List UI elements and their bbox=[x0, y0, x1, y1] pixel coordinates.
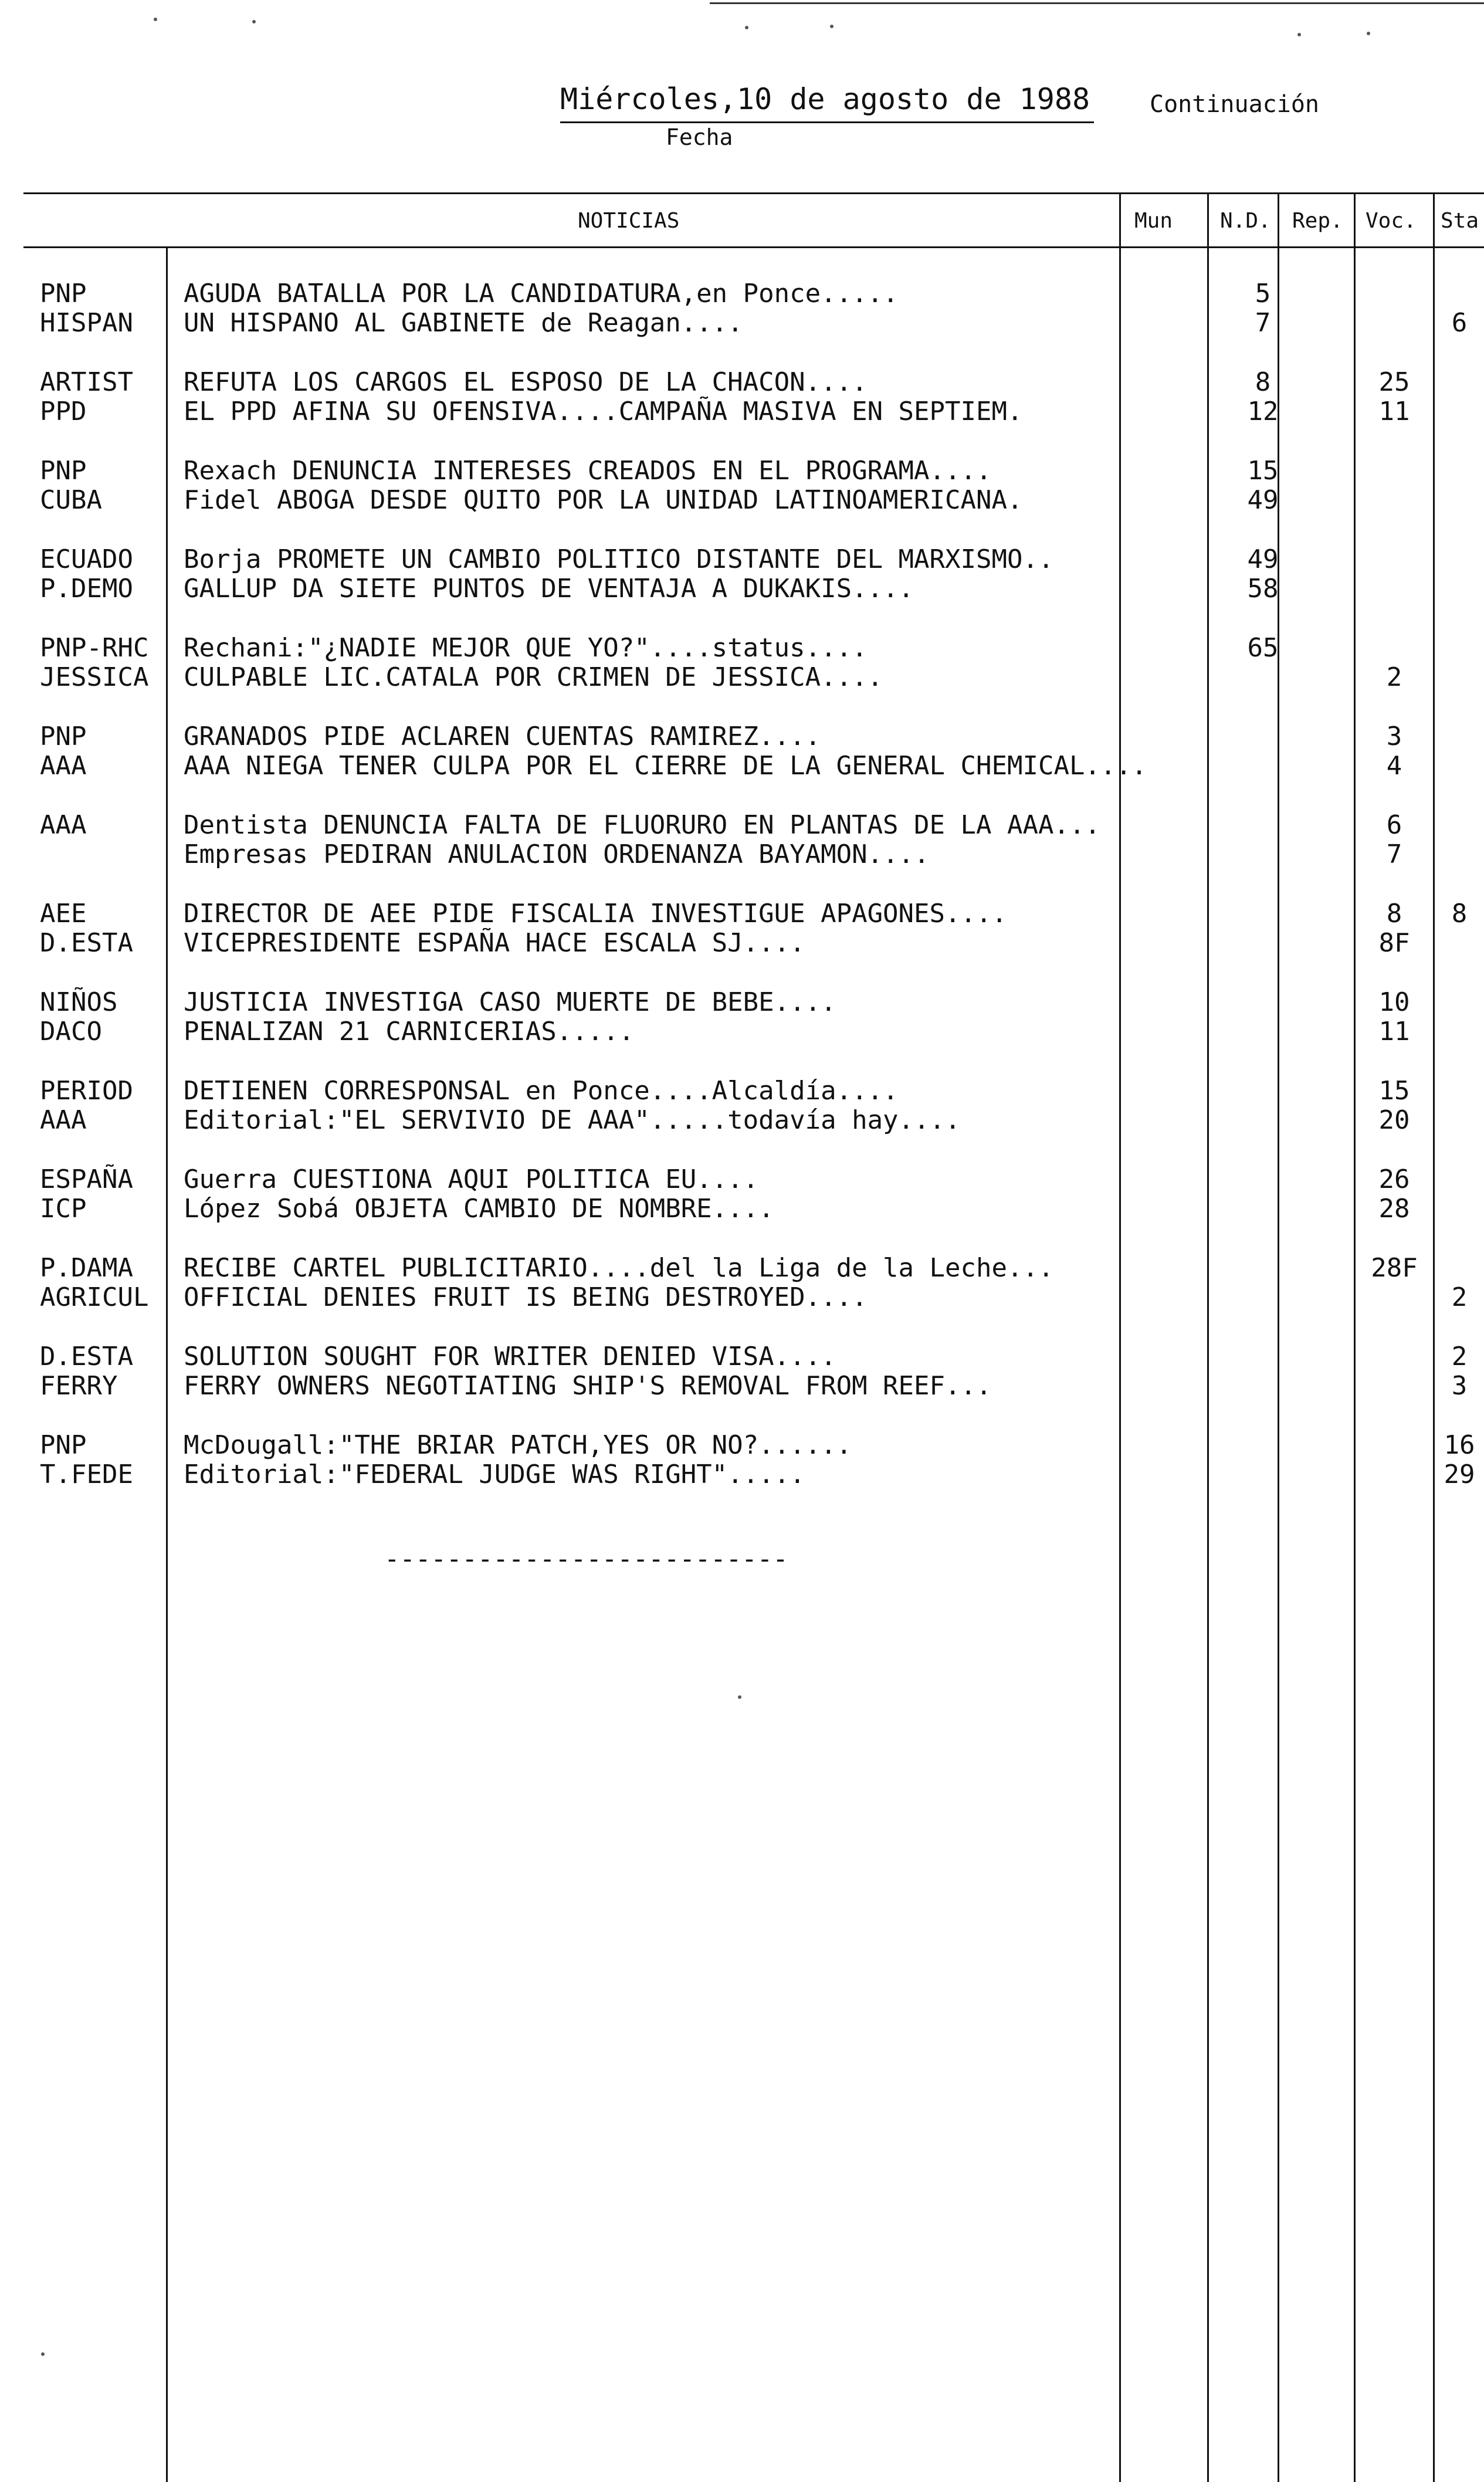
row-code: AAA bbox=[40, 1105, 87, 1135]
row-code: NIÑOS bbox=[40, 987, 118, 1017]
table-row bbox=[0, 1460, 1484, 1490]
table-row bbox=[0, 1430, 1484, 1461]
row-headline: EL PPD AFINA SU OFENSIVA....CAMPAÑA MASIVA EN SEPTIEM. bbox=[184, 397, 1023, 426]
table-row bbox=[0, 544, 1484, 575]
table-row bbox=[0, 633, 1484, 663]
row-voc: 4 bbox=[1386, 751, 1402, 781]
scan-speck bbox=[745, 26, 748, 29]
row-headline: Guerra CUESTIONA AQUI POLITICA EU.... bbox=[184, 1164, 759, 1194]
row-sta: 29 bbox=[1444, 1460, 1475, 1489]
table-row bbox=[0, 456, 1484, 486]
row-headline: Editorial:"FEDERAL JUDGE WAS RIGHT"..... bbox=[184, 1460, 805, 1489]
table-row bbox=[0, 1342, 1484, 1372]
row-code: PNP bbox=[40, 279, 87, 309]
row-headline: UN HISPANO AL GABINETE de Reagan.... bbox=[184, 308, 743, 338]
table-row bbox=[0, 367, 1484, 398]
row-voc: 28F bbox=[1371, 1253, 1418, 1283]
column-header-sta: Sta bbox=[1441, 209, 1479, 233]
date-label: Fecha bbox=[666, 124, 733, 150]
scan-speck bbox=[252, 20, 256, 23]
table-row bbox=[0, 1076, 1484, 1106]
table-row bbox=[0, 928, 1484, 959]
row-code: AGRICUL bbox=[40, 1282, 149, 1312]
row-code: PNP bbox=[40, 1430, 87, 1460]
column-header-nd: N.D. bbox=[1220, 209, 1271, 233]
table-row bbox=[0, 308, 1484, 338]
row-code: PNP bbox=[40, 722, 87, 751]
scan-speck bbox=[1367, 32, 1370, 35]
table-row bbox=[0, 1282, 1484, 1313]
row-code: PNP bbox=[40, 456, 87, 486]
row-headline: OFFICIAL DENIES FRUIT IS BEING DESTROYED.... bbox=[184, 1282, 868, 1312]
column-header-mun: Mun bbox=[1134, 209, 1173, 233]
row-voc: 7 bbox=[1386, 839, 1402, 869]
row-voc: 8F bbox=[1378, 928, 1410, 958]
table-row bbox=[0, 1164, 1484, 1195]
row-code: AAA bbox=[40, 751, 87, 781]
row-voc: 20 bbox=[1378, 1105, 1410, 1135]
row-nd: 7 bbox=[1255, 308, 1271, 338]
row-headline: SOLUTION SOUGHT FOR WRITER DENIED VISA.... bbox=[184, 1342, 836, 1372]
row-nd: 15 bbox=[1247, 456, 1279, 486]
column-divider-nd bbox=[1207, 192, 1209, 2482]
table-row bbox=[0, 279, 1484, 309]
column-header-voc: Voc. bbox=[1366, 209, 1417, 233]
row-headline: Empresas PEDIRAN ANULACION ORDENANZA BAYAMON.... bbox=[184, 839, 930, 869]
row-sta: 2 bbox=[1451, 1342, 1468, 1372]
row-headline: GALLUP DA SIETE PUNTOS DE VENTAJA A DUKAKIS.... bbox=[184, 574, 914, 604]
row-voc: 3 bbox=[1386, 722, 1402, 751]
row-headline: DIRECTOR DE AEE PIDE FISCALIA INVESTIGUE APAGONES.... bbox=[184, 899, 1007, 929]
row-code: ECUADO bbox=[40, 544, 133, 574]
table-row bbox=[0, 899, 1484, 929]
table-header-rule bbox=[23, 246, 1484, 248]
scan-speck bbox=[1297, 33, 1301, 36]
table-row bbox=[0, 1105, 1484, 1136]
page-top-edge bbox=[710, 2, 1484, 4]
row-nd: 12 bbox=[1247, 397, 1279, 426]
row-voc: 26 bbox=[1378, 1164, 1410, 1194]
column-header-news: NOTICIAS bbox=[578, 209, 680, 233]
row-headline: Rechani:"¿NADIE MEJOR QUE YO?"....status.... bbox=[184, 633, 868, 663]
row-headline: Fidel ABOGA DESDE QUITO POR LA UNIDAD LATINOAMERICANA. bbox=[184, 485, 1023, 515]
row-headline: AGUDA BATALLA POR LA CANDIDATURA,en Ponce..... bbox=[184, 279, 899, 309]
date-underline bbox=[560, 121, 1094, 123]
row-code: PERIOD bbox=[40, 1076, 133, 1106]
row-code: FERRY bbox=[40, 1371, 118, 1401]
row-headline: JUSTICIA INVESTIGA CASO MUERTE DE BEBE.... bbox=[184, 987, 836, 1017]
row-code: D.ESTA bbox=[40, 928, 133, 958]
row-voc: 28 bbox=[1378, 1194, 1410, 1224]
table-row bbox=[0, 839, 1484, 870]
table-row bbox=[0, 1017, 1484, 1047]
table-top-rule bbox=[23, 192, 1484, 194]
row-code: AAA bbox=[40, 810, 87, 840]
row-sta: 8 bbox=[1451, 899, 1468, 929]
row-code: T.FEDE bbox=[40, 1460, 133, 1489]
row-nd: 49 bbox=[1247, 544, 1279, 574]
column-divider-rep bbox=[1278, 192, 1279, 2482]
row-code: CUBA bbox=[40, 485, 102, 515]
row-sta: 3 bbox=[1451, 1371, 1468, 1401]
row-code: ESPAÑA bbox=[40, 1164, 133, 1194]
row-code: JESSICA bbox=[40, 662, 149, 692]
row-voc: 8 bbox=[1386, 899, 1402, 929]
row-code: P.DAMA bbox=[40, 1253, 133, 1283]
column-header-rep: Rep. bbox=[1292, 209, 1343, 233]
row-code: HISPAN bbox=[40, 308, 133, 338]
continuation-label: Continuación bbox=[1150, 91, 1319, 118]
row-headline: CULPABLE LIC.CATALA POR CRIMEN DE JESSICA.... bbox=[184, 662, 883, 692]
row-code: PPD bbox=[40, 397, 87, 426]
row-voc: 11 bbox=[1378, 1017, 1410, 1047]
table-row bbox=[0, 722, 1484, 752]
row-sta: 16 bbox=[1444, 1430, 1475, 1460]
row-code: D.ESTA bbox=[40, 1342, 133, 1372]
row-code: AEE bbox=[40, 899, 87, 929]
row-headline: Editorial:"EL SERVIVIO DE AAA".....todavía hay.... bbox=[184, 1105, 961, 1135]
table-row bbox=[0, 1194, 1484, 1224]
row-code: PNP-RHC bbox=[40, 633, 149, 663]
row-voc: 6 bbox=[1386, 810, 1402, 840]
row-headline: REFUTA LOS CARGOS EL ESPOSO DE LA CHACON.... bbox=[184, 367, 868, 397]
scan-speck bbox=[154, 18, 157, 21]
row-headline: PENALIZAN 21 CARNICERIAS..... bbox=[184, 1017, 635, 1047]
scan-speck bbox=[830, 25, 834, 28]
row-voc: 10 bbox=[1378, 987, 1410, 1017]
row-code: ARTIST bbox=[40, 367, 133, 397]
row-headline: Dentista DENUNCIA FALTA DE FLUORURO EN PLANTAS DE LA AAA... bbox=[184, 810, 1100, 840]
table-row bbox=[0, 1253, 1484, 1284]
row-headline: Borja PROMETE UN CAMBIO POLITICO DISTANTE DEL MARXISMO.. bbox=[184, 544, 1054, 574]
table-row bbox=[0, 987, 1484, 1018]
row-nd: 49 bbox=[1247, 485, 1279, 515]
table-row bbox=[0, 662, 1484, 693]
row-code: P.DEMO bbox=[40, 574, 133, 604]
table-row bbox=[0, 397, 1484, 427]
column-divider-mun bbox=[1119, 192, 1121, 2482]
row-headline: McDougall:"THE BRIAR PATCH,YES OR NO?...... bbox=[184, 1430, 852, 1460]
table-row bbox=[0, 751, 1484, 781]
row-headline: VICEPRESIDENTE ESPAÑA HACE ESCALA SJ.... bbox=[184, 928, 805, 958]
row-code: DACO bbox=[40, 1017, 102, 1047]
row-headline: RECIBE CARTEL PUBLICITARIO....del la Liga de la Leche... bbox=[184, 1253, 1054, 1283]
scan-speck bbox=[738, 1695, 741, 1699]
row-headline: AAA NIEGA TENER CULPA POR EL CIERRE DE LA GENERAL CHEMICAL.... bbox=[184, 751, 1147, 781]
end-separator: -------------------------- bbox=[384, 1544, 788, 1574]
row-sta: 2 bbox=[1451, 1282, 1468, 1312]
row-nd: 8 bbox=[1255, 367, 1271, 397]
row-voc: 25 bbox=[1378, 367, 1410, 397]
column-divider-sta bbox=[1433, 192, 1435, 2482]
row-code: ICP bbox=[40, 1194, 87, 1224]
table-row bbox=[0, 810, 1484, 841]
row-voc: 11 bbox=[1378, 397, 1410, 426]
row-voc: 15 bbox=[1378, 1076, 1410, 1106]
row-nd: 58 bbox=[1247, 574, 1279, 604]
row-headline: Rexach DENUNCIA INTERESES CREADOS EN EL PROGRAMA.... bbox=[184, 456, 992, 486]
row-nd: 65 bbox=[1247, 633, 1279, 663]
row-nd: 5 bbox=[1255, 279, 1271, 309]
report-date: Miércoles,10 de agosto de 1988 bbox=[560, 82, 1090, 116]
row-headline: GRANADOS PIDE ACLAREN CUENTAS RAMIREZ.... bbox=[184, 722, 821, 751]
column-divider-voc bbox=[1354, 192, 1356, 2482]
row-sta: 6 bbox=[1451, 308, 1468, 338]
row-voc: 2 bbox=[1386, 662, 1402, 692]
row-headline: FERRY OWNERS NEGOTIATING SHIP'S REMOVAL FROM REEF... bbox=[184, 1371, 992, 1401]
table-row bbox=[0, 574, 1484, 604]
row-headline: DETIENEN CORRESPONSAL en Ponce....Alcaldía.... bbox=[184, 1076, 899, 1106]
table-row bbox=[0, 1371, 1484, 1401]
table-row bbox=[0, 485, 1484, 516]
row-headline: López Sobá OBJETA CAMBIO DE NOMBRE.... bbox=[184, 1194, 774, 1224]
scan-speck bbox=[41, 2352, 45, 2356]
